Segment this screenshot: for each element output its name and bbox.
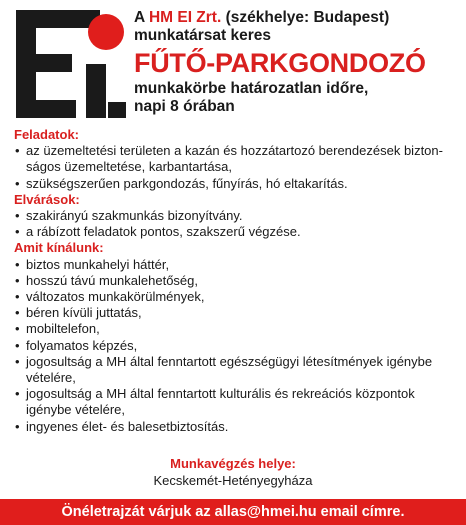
list-item	[14, 321, 460, 337]
list-item-text: béren kívüli juttatás,	[26, 305, 142, 321]
job-title: FŰTŐ-PARKGONDOZÓ	[134, 48, 426, 78]
list-item-text: szakirányú szakmunkás bizonyítvány.	[26, 208, 243, 224]
offers-list	[14, 257, 460, 435]
list-item-text: mobiltelefon,	[26, 321, 100, 337]
ad-body	[14, 127, 460, 435]
company-seat: (székhelye: Budapest)	[221, 9, 390, 26]
tasks-list	[14, 143, 460, 192]
header-line-3: munkakörbe határozatlan időre,	[134, 80, 369, 97]
list-item	[14, 273, 460, 289]
logo-red-dot	[88, 14, 124, 50]
company-name: HM EI Zrt.	[148, 9, 222, 26]
list-item-text: jogosultság a MH által fenntartott kulturális és rekreációs központok igénybe vételére,	[26, 386, 415, 418]
list-item-text: a rábízott feladatok pontos, szakszerű végzése.	[26, 224, 301, 240]
requirements-heading: Elvárások:	[14, 191, 80, 207]
workplace-block	[0, 455, 466, 489]
list-item-text: ingyenes élet- és balesetbiztosítás.	[26, 418, 229, 434]
tasks-heading: Feladatok:	[14, 127, 80, 142]
list-item-text: biztos munkahelyi háttér,	[26, 256, 170, 272]
list-item-text: az üzemeltetési területen a kazán és hozzátartozó berendezések bizton-ságos üzemeltetése, karbantartása,	[26, 143, 443, 175]
requirements-list	[14, 208, 460, 240]
list-item	[14, 143, 460, 175]
company-logo	[16, 10, 126, 118]
list-item	[14, 224, 460, 240]
list-item	[14, 289, 460, 305]
list-item-text: folyamatos képzés,	[26, 337, 138, 353]
header-line-4: napi 8 órában	[134, 98, 235, 115]
workplace-value: Kecskemét-Hetényegyháza	[153, 473, 313, 488]
logo-i-bar	[86, 64, 106, 118]
list-item	[14, 305, 460, 321]
header	[134, 8, 462, 116]
list-item	[14, 257, 460, 273]
list-item	[14, 338, 460, 354]
list-item	[14, 419, 460, 435]
workplace-label: Munkavégzés helye:	[170, 456, 296, 471]
list-item	[14, 208, 460, 224]
header-line-1	[134, 8, 462, 27]
list-item	[14, 354, 460, 386]
footer-band	[0, 499, 466, 525]
list-item-text: hosszú távú munkalehetőség,	[26, 272, 198, 288]
list-item-text: változatos munkakörülmények,	[26, 289, 205, 305]
list-item-text: szükségszerűen parkgondozás, fűnyírás, hó eltakarítás.	[26, 175, 348, 191]
list-item	[14, 176, 460, 192]
header-prefix: A	[134, 9, 149, 26]
offers-heading: Amit kínálunk:	[14, 240, 104, 256]
list-item	[14, 386, 460, 418]
list-item-text: jogosultság a MH által fenntartott egészségügyi létesítmények igénybe vételére,	[26, 353, 433, 386]
header-line-2: munkatársat keres	[134, 27, 271, 44]
footer-text: Önéletrajzát várjuk az allas@hmei.hu email címre.	[61, 504, 405, 520]
